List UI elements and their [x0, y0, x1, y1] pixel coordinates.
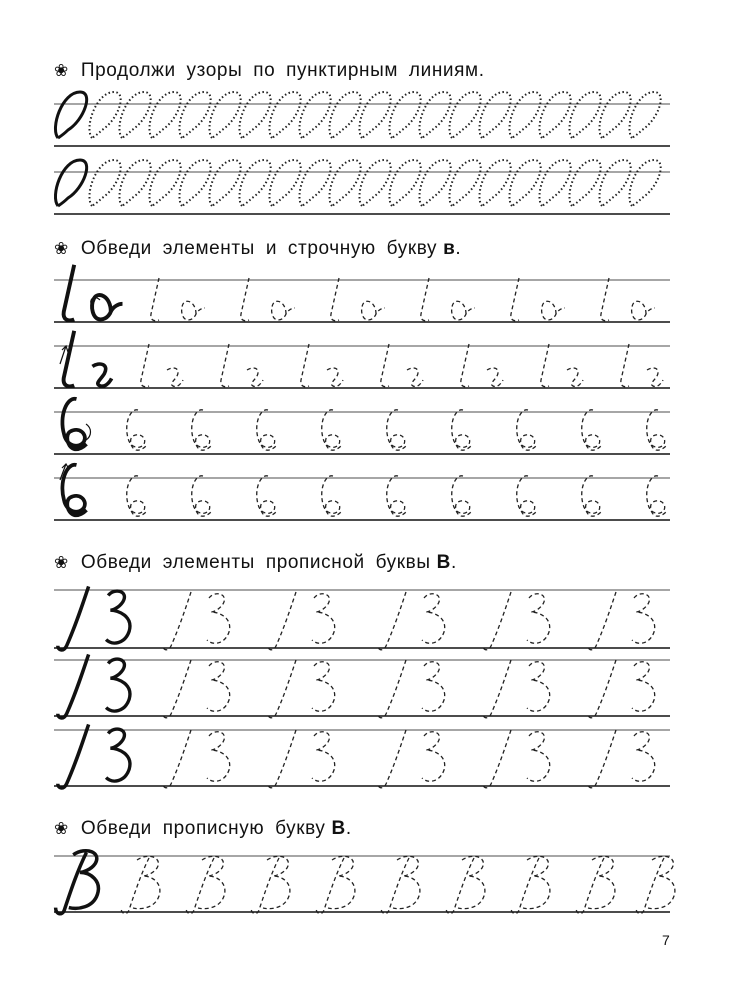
instruction-3-letter: В: [436, 552, 451, 573]
flower-icon: ❀: [54, 61, 69, 81]
sample-stroke-and-3: [58, 586, 130, 650]
sample-stick-oval: [64, 265, 123, 321]
sample-stroke-and-3: [58, 654, 130, 718]
uppercase-elements-row-2: [54, 654, 670, 718]
dashed-stroke-and-3: [163, 730, 655, 788]
instruction-2-period: .: [455, 238, 462, 259]
dashed-capital-v: [121, 856, 675, 913]
uppercase-elements-row-1: [54, 586, 670, 650]
sample-loop: [55, 92, 86, 138]
loop-pattern-row-1: [54, 92, 670, 146]
dashed-stroke-and-3: [163, 660, 655, 718]
flower-icon: ❀: [54, 239, 69, 259]
instruction-2-letter: в: [443, 238, 456, 259]
dotted-loops: [89, 160, 660, 206]
dotted-loops: [89, 92, 660, 138]
lowercase-row-4: [54, 464, 670, 520]
sample-stick-hook: [64, 331, 112, 387]
instruction-3-text: Обведи элементы прописной буквы: [80, 552, 431, 573]
dashed-stick-oval: [151, 278, 655, 321]
sample-loop: [55, 160, 86, 206]
instruction-2-text: Обведи элементы и строчную букву: [80, 238, 438, 259]
instruction-4-letter: В: [331, 818, 346, 839]
loop-pattern-row-2: [54, 160, 670, 214]
instruction-3-period: .: [450, 552, 457, 573]
uppercase-elements-row-3: [54, 724, 670, 788]
dashed-stroke-and-3: [163, 592, 655, 650]
lowercase-row-3: [54, 399, 670, 454]
dashed-lowercase-v: [127, 476, 666, 516]
instruction-4-period: .: [345, 818, 352, 839]
page-number: 7: [662, 932, 670, 948]
lowercase-row-1: [54, 265, 670, 322]
sample-capital-v: [56, 851, 99, 914]
lowercase-row-2: [54, 331, 670, 388]
instruction-1-text: Продолжи узоры по пунктирным линиям.: [80, 60, 485, 81]
flower-icon: ❀: [54, 819, 69, 839]
sample-lowercase-v: [62, 465, 86, 515]
dashed-lowercase-v: [127, 410, 666, 450]
uppercase-letter-row: [54, 851, 675, 914]
dashed-stick-hook: [141, 344, 663, 387]
sample-lowercase-v: [62, 399, 86, 449]
sample-stroke-and-3: [58, 724, 130, 788]
instruction-4-text: Обведи прописную букву: [80, 818, 326, 839]
flower-icon: ❀: [54, 553, 69, 573]
